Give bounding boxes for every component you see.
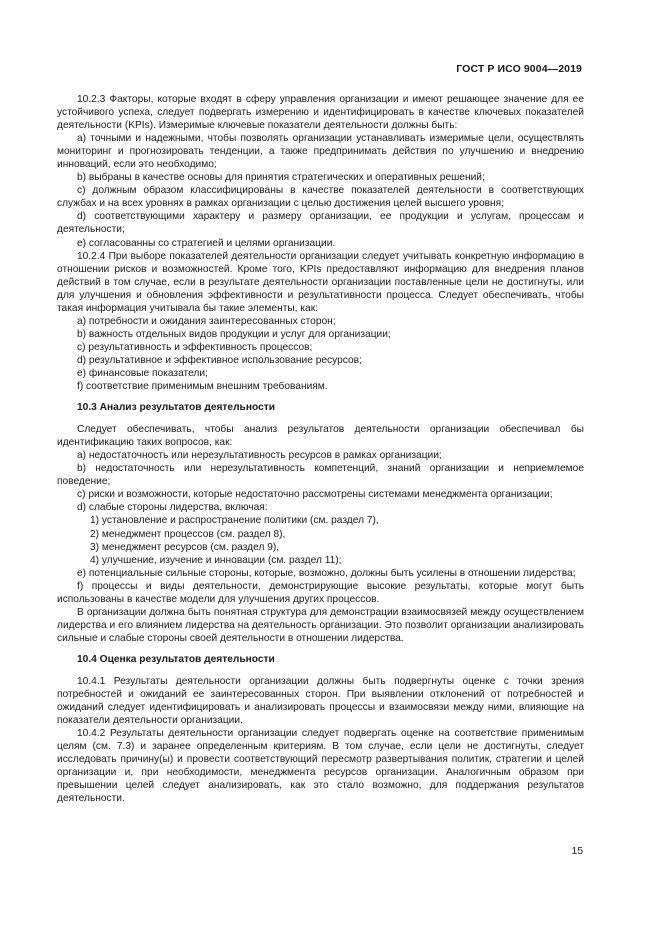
list-item: f) процессы и виды деятельности, демонстрирующие высокие результаты, которые могут быть использованы в качестве модели для улучшения других процессов. [57,580,584,605]
list-item: a) точными и надежными, чтобы позволять организации устанавливать измеримые цели, осуществлять мониторинг и прогнозировать тенденции, а также предпринимать действия по улучшению и внедрению инноваций, если это необходимо; [57,133,584,171]
list-item: c) должным образом классифицированы в качестве показателей деятельности в соответствующих службах и на всех уровнях в рамках организации с целью достижения целей высшего уровня; [57,185,584,210]
paragraph: 10.2.4 При выборе показателей деятельности организации следует учитывать конкретную информацию в отношении рисков и возможностей. Кроме того, KPIs предоставляют информацию для внедрения планов действий в том случае, если в результате деятельности организации поставленные цели не достигнуты, или для улучшения и обновления эффективности и результативности процесса. Следует обеспечивать, чтобы такая информация учитывала бы такие элементы, как: [57,250,584,314]
list-item: d) слабые стороны лидерства, включая: [77,502,268,514]
list-item: d) результативное и эффективное использование ресурсов; [77,354,362,366]
list-item: e) согласованны со стратегией и целями организации. [77,237,336,249]
list-item: e) потенциальные сильные стороны, которые, возможно, должны быть усилены в отношении лидерства; [77,567,576,579]
list-item: b) недостаточность или нерезультативность компетенций, знаний организации и неприемлемое поведение; [57,463,584,488]
paragraph: В организации должна быть понятная структура для демонстрации взаимосвязей между осуществлением лидерства и его влиянием лидерства на деятельность организации. Это позволит организации анализировать сильные и слабые стороны своей деятельности в отношении лидерства. [57,606,584,644]
list-item: f) соответствие применимым внешним требованиям. [77,381,328,393]
list-item: c) риски и возможности, которые недостаточно рассмотрены системами менеджмента организации; [77,489,553,501]
sub-list-item: 3) менеджмент ресурсов (см. раздел 9), [90,541,280,553]
section-heading: 10.3 Анализ результатов деятельности [77,402,275,414]
list-item: d) соответствующими характеру и размеру организации, ее продукции и услугам, процессам и деятельности; [57,211,584,236]
paragraph: Следует обеспечивать, чтобы анализ результатов деятельности организации обеспечивал бы идентификацию таких вопросов, как: [57,424,584,449]
list-item: a) потребности и ожидания заинтересованных сторон; [77,315,336,327]
paragraph: 10.4.2 Результаты деятельности организации следует подвергать оценке на соответствие применимым целям (см. 7.3) и заранее определенным критериям. В том случае, если цели не достигнуты, следует исследовать причину(ы) и провести соответствующий пересмотр развертывания политик, стратегии и целей организации и, при необходимости, менеджмента ресурсов организации. Аналогичным образом при превышении целей следует анализировать, как это стало возможно, для поддержания результатов деятельности. [57,728,584,805]
list-item: b) важность отдельных видов продукции и услуг для организации; [77,328,391,340]
list-item: e) финансовые показатели; [77,367,208,379]
paragraph: 10.2.3 Факторы, которые входят в сферу управления организации и имеют решающее значение для ее устойчивого успеха, следует подвергать измерению и идентифицировать в качестве ключевых показателей деятельности (KPIs). Измеримые ключевые показатели деятельности должны быть: [57,94,584,132]
document-header: ГОСТ Р ИСО 9004—2019 [456,63,582,75]
list-item: b) выбраны в качестве основы для принятия стратегических и оперативных решений; [77,172,485,184]
list-item: a) недостаточность или нерезультативность ресурсов в рамках организации; [77,450,442,462]
list-item: c) результативность и эффективность процессов; [77,341,313,353]
section-heading: 10.4 Оценка результатов деятельности [77,653,275,665]
page-number: 15 [571,846,583,857]
paragraph: 10.4.1 Результаты деятельности организации должны быть подвергнуты оценке с точки зрения потребностей и ожиданий ее заинтересованных сторон. При выявлении отклонений от потребностей и ожиданий следует идентифицировать и анализировать процессы и взаимосвязи между ними, влияющие на показатели деятельности организации. [57,675,584,727]
document-body [57,93,584,805]
sub-list-item: 2) менеджмент процессов (см. раздел 8), [90,528,286,540]
sub-list-item: 4) улучшение, изучение и инновации (см. раздел 11); [90,554,342,566]
sub-list-item: 1) установление и распространение политики (см. раздел 7), [90,515,379,527]
